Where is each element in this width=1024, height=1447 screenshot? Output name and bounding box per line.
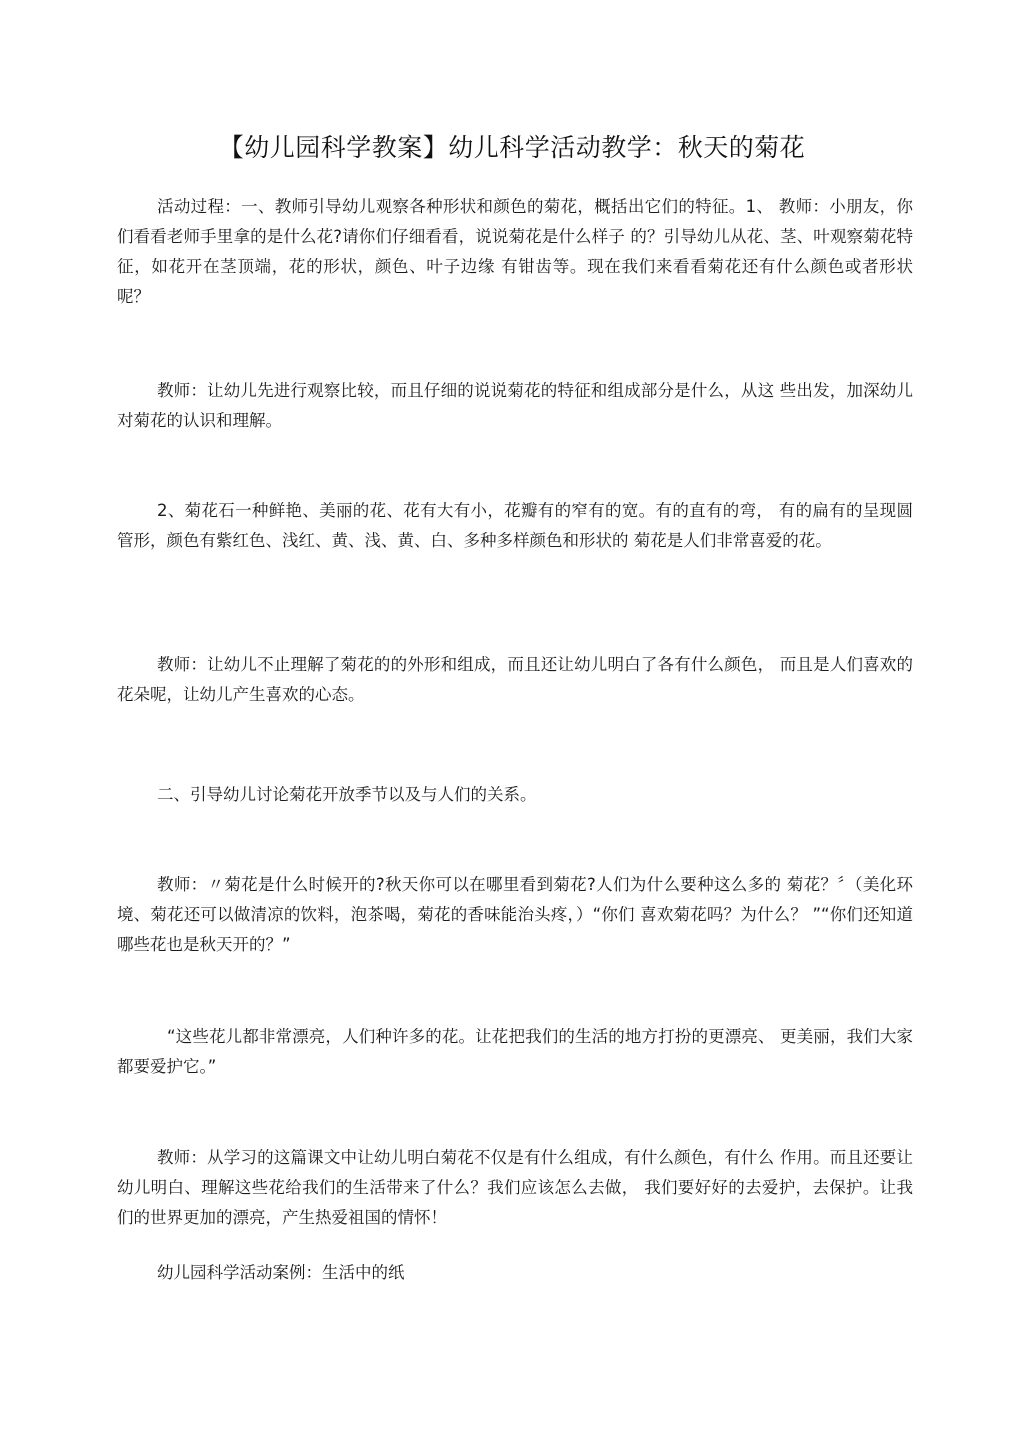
page-title: 【幼儿园科学教案】幼儿科学活动教学：秋天的菊花 (218, 133, 806, 162)
paragraph-teacher-summary: 教师：从学习的这篇课文中让幼儿明白菊花不仅是有什么组成，有什么颜色，有什么 作用。而且还要让幼儿明白、理解这些花给我们的生活带来了什么？我们应该怎么去做， 我们要好好的去爱护，去保护。让我们的世界更加的漂亮，产生热爱祖国的情怀！ (117, 1148, 913, 1227)
paragraph-activity-process: 活动过程：一、教师引导幼儿观察各种形状和颜色的菊花，概括出它们的特征。1、 教师：小朋友，你们看看老师手里拿的是什么花?请你们仔细看看，说说菊花是什么样子 的？引导幼儿从花、茎、叶观察菊花特征，如花开在茎顶端，花的形状，颜色、叶子边缘 有钳齿等。现在我们来看看菊花还有什么颜色或者形状呢？ (117, 197, 913, 306)
paragraph-teacher-note-1: 教师：让幼儿先进行观察比较，而且仔细的说说菊花的特征和组成部分是什么，从这 些出发，加深幼儿对菊花的认识和理解。 (117, 381, 913, 430)
paragraph-teacher-questions: 教师：〃菊花是什么时候开的?秋天你可以在哪里看到菊花?人们为什么要种这么多的 菊花？〞（美化环境、菊花还可以做清凉的饮料，泡茶喝，菊花的香味能治头疼，）“你们 喜欢菊花吗？为什么？ ”“你们还知道哪些花也是秋天开的？” (117, 875, 913, 954)
paragraph-teacher-note-2: 教师：让幼儿不止理解了菊花的的外形和组成，而且还让幼儿明白了各有什么颜色， 而且是人们喜欢的花朵呢，让幼儿产生喜欢的心态。 (117, 655, 913, 704)
paragraph-section-two-heading: 二、引导幼儿讨论菊花开放季节以及与人们的关系。 (157, 785, 537, 804)
paragraph-quote: “这些花儿都非常漂亮，人们种许多的花。让花把我们的生活的地方打扮的更漂亮、 更美丽，我们大家都要爱护它。” (117, 1027, 913, 1076)
paragraph-chrysanthemum-description: 2、菊花石一种鲜艳、美丽的花、花有大有小，花瓣有的窄有的宽。有的直有的弯， 有的扁有的呈现圆管形，颜色有紫红色、浅红、黄、浅、黄、白、多种多样颜色和形状的 菊花是人们非常喜爱的花。 (117, 501, 913, 550)
paragraph-next-case-title: 幼儿园科学活动案例：生活中的纸 (157, 1263, 405, 1282)
